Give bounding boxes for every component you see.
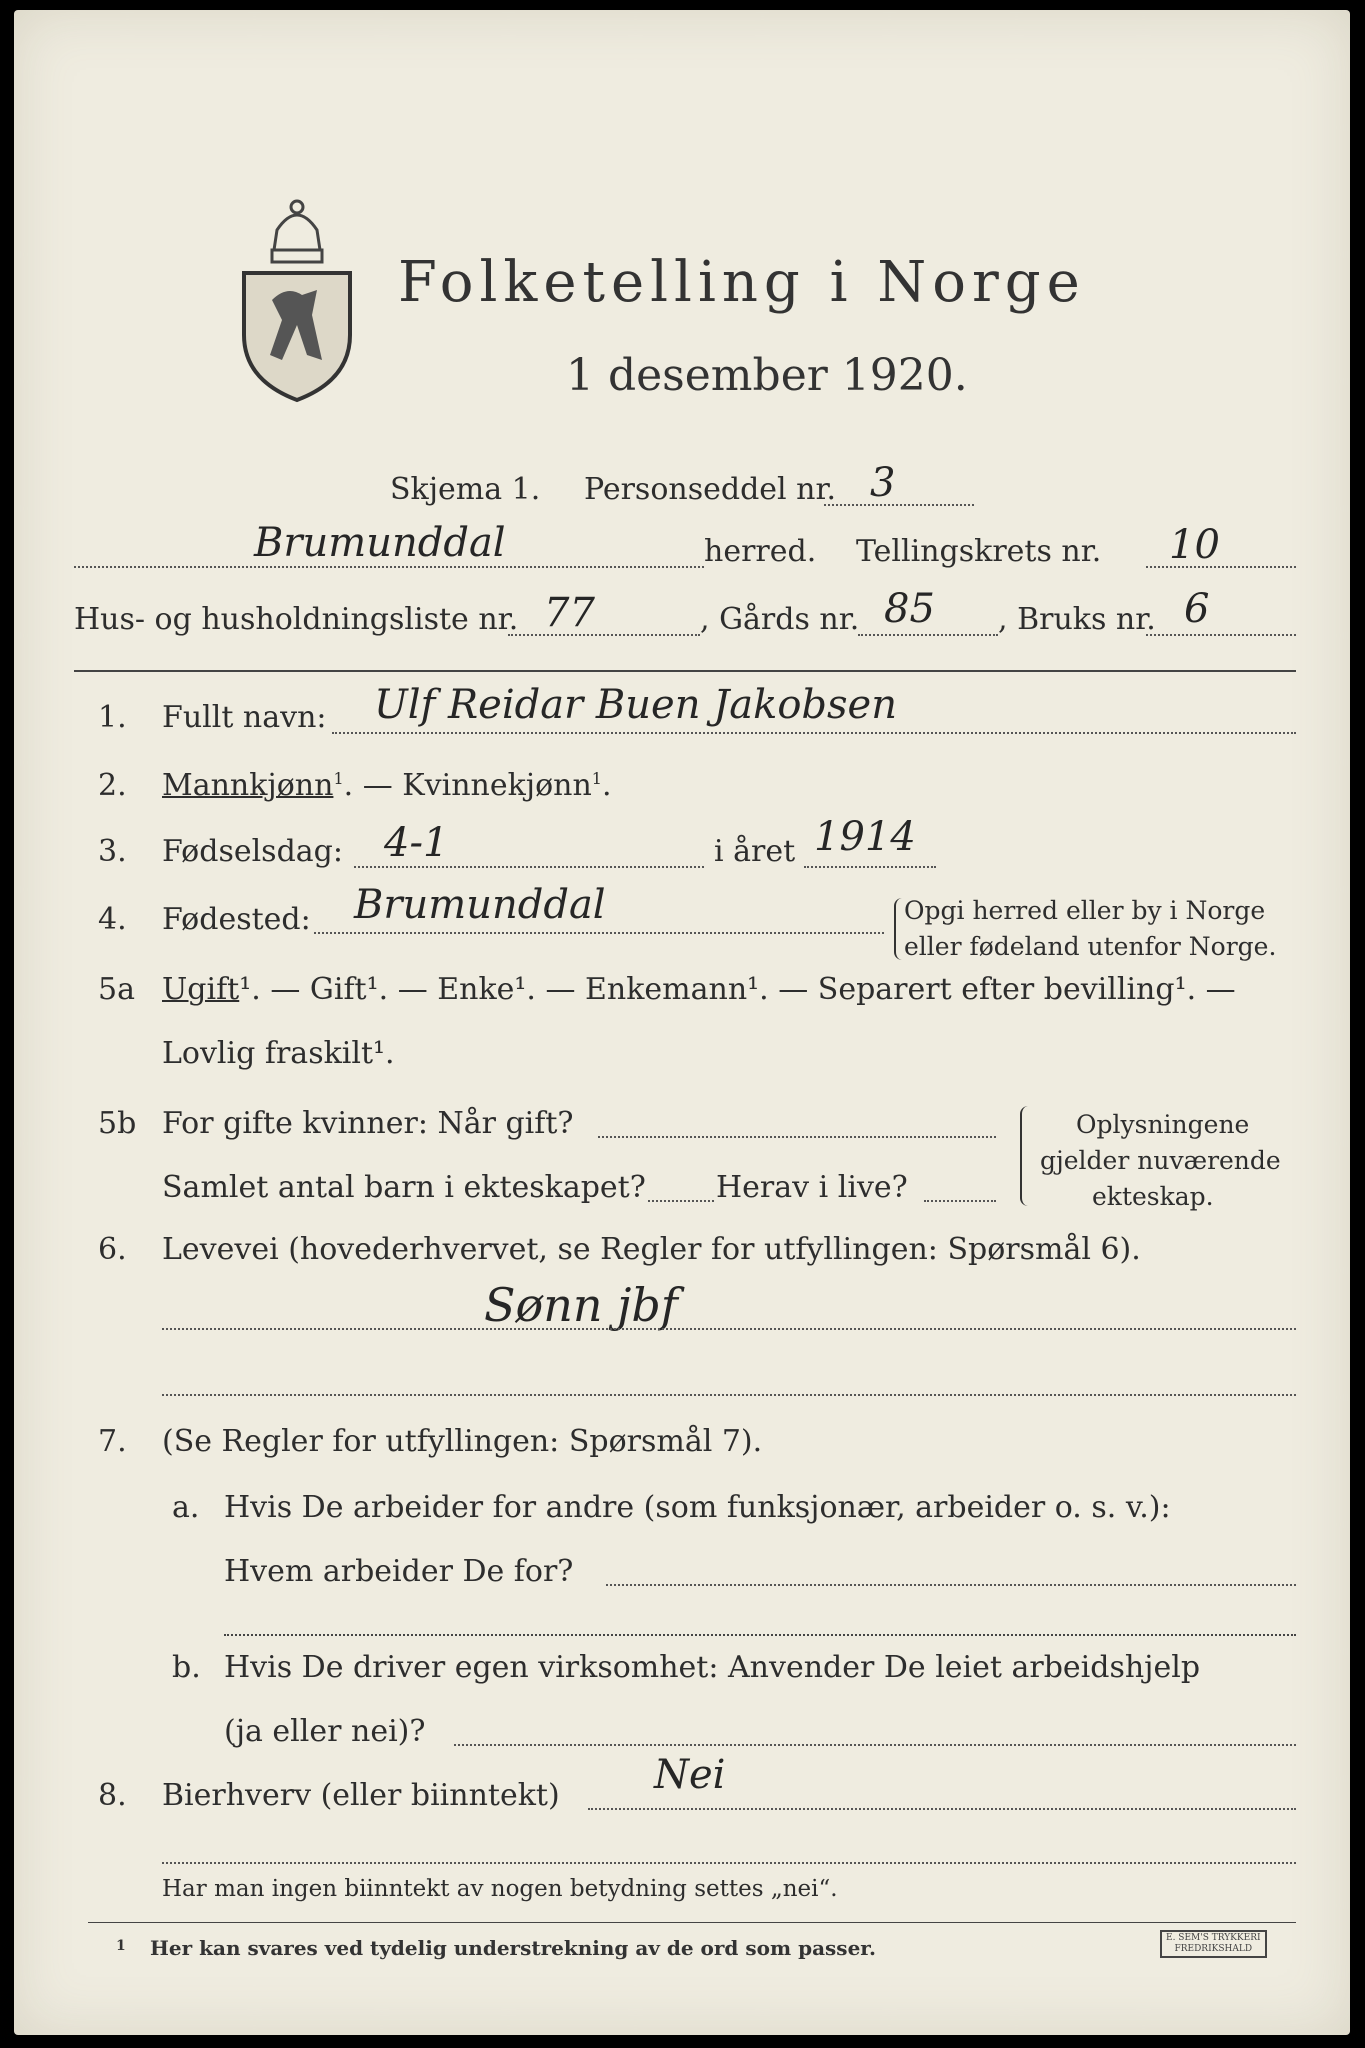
q7a-text: Hvis De arbeider for andre (som funksjonær, arbeider o. s. v.):: [224, 1490, 1171, 1525]
form-title: Folketelling i Norge: [398, 250, 1086, 315]
footnote-mark: 1: [116, 1938, 126, 1954]
ugift-option[interactable]: Ugift: [162, 972, 240, 1007]
occupation-value[interactable]: Sønn jbf: [484, 1278, 678, 1332]
bruks-value[interactable]: 6: [1184, 586, 1210, 632]
side-income-value[interactable]: Nei: [654, 1752, 726, 1798]
female-option[interactable]: Kvinnekjønn: [402, 768, 592, 803]
children-count-field[interactable]: [648, 1200, 714, 1202]
q4-label: Fødested:: [162, 902, 311, 937]
q5b-note-2: gjelder nuværende: [1040, 1146, 1281, 1175]
q7b-letter: b.: [172, 1650, 201, 1685]
q6-label: Levevei (hovederhvervet, se Regler for utfyllingen: Spørsmål 6).: [162, 1232, 1141, 1267]
q7b-text: Hvis De driver egen virksomhet: Anvender De leiet arbeidshjelp: [224, 1650, 1201, 1685]
female-footnote-mark: 1: [591, 769, 602, 788]
printer-stamp: [1160, 1930, 1267, 1958]
census-form: [14, 10, 1350, 2035]
side-income-note: Har man ingen biinntekt av nogen betydning settes „nei“.: [162, 1876, 838, 1902]
footnote-separator: [88, 1922, 1296, 1923]
married-date-field[interactable]: [598, 1136, 996, 1138]
q5b-number: 5b: [98, 1106, 137, 1141]
printer-line-1: E. SEM'S TRYKKERI: [1166, 1933, 1261, 1943]
footnote-text: Her kan svares ved tydelig understrekning av de ord som passer.: [150, 1936, 876, 1960]
q7-number: 7.: [98, 1424, 127, 1459]
birthplace-value[interactable]: Brumunddal: [354, 882, 606, 928]
bruks-label: , Bruks nr.: [998, 602, 1156, 637]
q7b-question: (ja eller nei)?: [224, 1714, 426, 1749]
tellingskrets-label: Tellingskrets nr.: [856, 534, 1102, 569]
male-footnote-mark: 1: [333, 769, 344, 788]
q7a-letter: a.: [172, 1490, 200, 1525]
employer-field[interactable]: [606, 1584, 1296, 1586]
q5a-number: 5a: [98, 972, 135, 1007]
marital-status-options: [162, 972, 1236, 1007]
separator: [74, 670, 1296, 672]
schema-label: Skjema 1.: [390, 472, 541, 507]
q4-number: 4.: [98, 902, 127, 937]
lovlig-fraskilt-option[interactable]: Lovlig fraskilt¹.: [162, 1036, 395, 1071]
printer-line-2: FREDRIKSHALD: [1174, 1944, 1253, 1954]
personseddel-label: Personseddel nr.: [584, 472, 837, 507]
q5b-note-1: Oplysningene: [1076, 1110, 1250, 1139]
q5b-note-3: ekteskap.: [1092, 1182, 1214, 1211]
q8-label: Bierhverv (eller biinntekt): [162, 1778, 560, 1813]
q2-gender-line: [162, 768, 612, 803]
q2-number: 2.: [98, 768, 127, 803]
form-date: 1 desember 1920.: [566, 350, 968, 401]
q6-number: 6.: [98, 1232, 127, 1267]
coat-of-arms-icon: [232, 195, 362, 405]
q3-label: Fødselsdag:: [162, 834, 343, 869]
q1-label: Fullt navn:: [162, 700, 327, 735]
personseddel-value[interactable]: 3: [870, 460, 896, 506]
birthyear-value[interactable]: 1914: [814, 814, 916, 860]
gards-label: , Gårds nr.: [700, 602, 860, 637]
q3-number: 3.: [98, 834, 127, 869]
q5b-line-1: For gifte kvinner: Når gift?: [162, 1106, 574, 1141]
tellingskrets-value[interactable]: 10: [1169, 522, 1220, 568]
q7-label: (Se Regler for utfyllingen: Spørsmål 7).: [162, 1424, 763, 1459]
q1-number: 1.: [98, 700, 127, 735]
q8-number: 8.: [98, 1778, 127, 1813]
gender-separator: . —: [343, 768, 403, 803]
husliste-label: Hus- og husholdningsliste nr.: [74, 602, 519, 637]
gender-end: .: [601, 768, 612, 803]
q5b-children-label: Samlet antal barn i ekteskapet?: [162, 1170, 646, 1205]
birthplace-note-2: eller fødeland utenfor Norge.: [904, 932, 1277, 961]
year-label: i året: [714, 834, 796, 869]
q7a-question: Hvem arbeider De for?: [224, 1554, 574, 1589]
hired-help-field[interactable]: [454, 1744, 1296, 1746]
q5b-alive-label: Herav i live?: [716, 1170, 908, 1205]
husliste-value[interactable]: 77: [544, 590, 595, 636]
birthplace-note-1: Opgi herred eller by i Norge: [904, 896, 1266, 925]
full-name-value[interactable]: Ulf Reidar Buen Jakobsen: [374, 682, 897, 728]
children-alive-field[interactable]: [924, 1200, 996, 1202]
herred-value[interactable]: Brumunddal: [254, 520, 506, 566]
birthdate-value[interactable]: 4-1: [384, 820, 449, 866]
herred-label: herred.: [704, 534, 817, 569]
male-option[interactable]: Mannkjønn: [162, 768, 334, 803]
other-marital-options[interactable]: ¹. — Gift¹. — Enke¹. — Enkemann¹. — Separert efter bevilling¹. —: [239, 972, 1236, 1007]
gards-value[interactable]: 85: [884, 586, 935, 632]
